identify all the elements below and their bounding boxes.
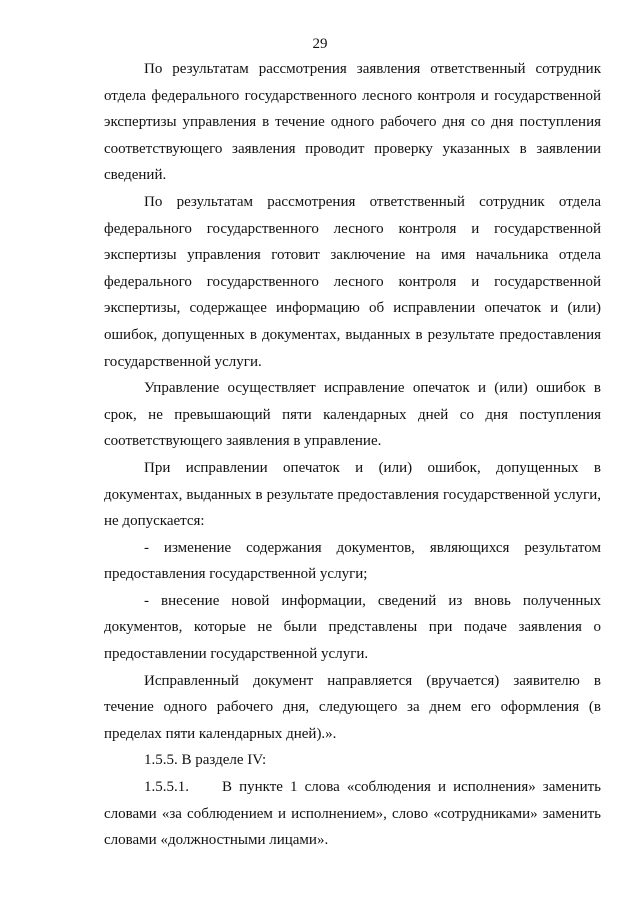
page-number: 29 xyxy=(312,36,328,52)
subsection-number: 1.5.5.1. xyxy=(144,779,189,796)
paragraph-review-results: По результатам рассмотрения заявления ответственный сотрудник отдела федерального государственного лесного контроля и государственной экспертизы управления в течение одного рабочего дня со дня поступления соответствующего заявления проводит проверку указанных в заявлении сведений. xyxy=(104,61,601,184)
list-item-new-info: - внесение новой информации, сведений из вновь полученных документов, которые не были представлены при подаче заявления о предоставлении государственной услуги. xyxy=(104,592,601,663)
paragraph-not-allowed: При исправлении опечаток и (или) ошибок, допущенных в документах, выданных в результате предоставления государственной услуги, не допускается: xyxy=(104,459,601,530)
paragraph-corrected-document: Исправленный документ направляется (вручается) заявителю в течение одного рабочего дня, следующего за днем его оформления (в пределах пяти календарных дней).». xyxy=(104,672,601,742)
document-body xyxy=(104,56,601,854)
subsection-text: В пункте 1 слова «соблюдения и исполнения» заменить словами «за соблюдением и исполнением», слово «сотрудниками» заменить словами «должностными лицами». xyxy=(104,779,601,849)
list-item-content-change: - изменение содержания документов, являющихся результатом предоставления государственной услуги; xyxy=(104,539,601,583)
subsection-1-5-5-1 xyxy=(104,774,601,854)
section-heading-1-5-5: 1.5.5. В разделе IV: xyxy=(144,752,267,769)
paragraph-conclusion: По результатам рассмотрения ответственный сотрудник отдела федерального государственного лесного контроля и государственной экспертизы управления готовит заключение на имя начальника отдела федерального государственного лесного контроля и государственной экспертизы, содержащее информацию об исправлении опечаток и (или) ошибок, допущенных в документах, выданных в результате предоставления государственной услуги. xyxy=(104,193,601,370)
paragraph-correction-term: Управление осуществляет исправление опечаток и (или) ошибок в срок, не превышающий пяти календарных дней со дня поступления соответствующего заявления в управление. xyxy=(104,380,601,450)
